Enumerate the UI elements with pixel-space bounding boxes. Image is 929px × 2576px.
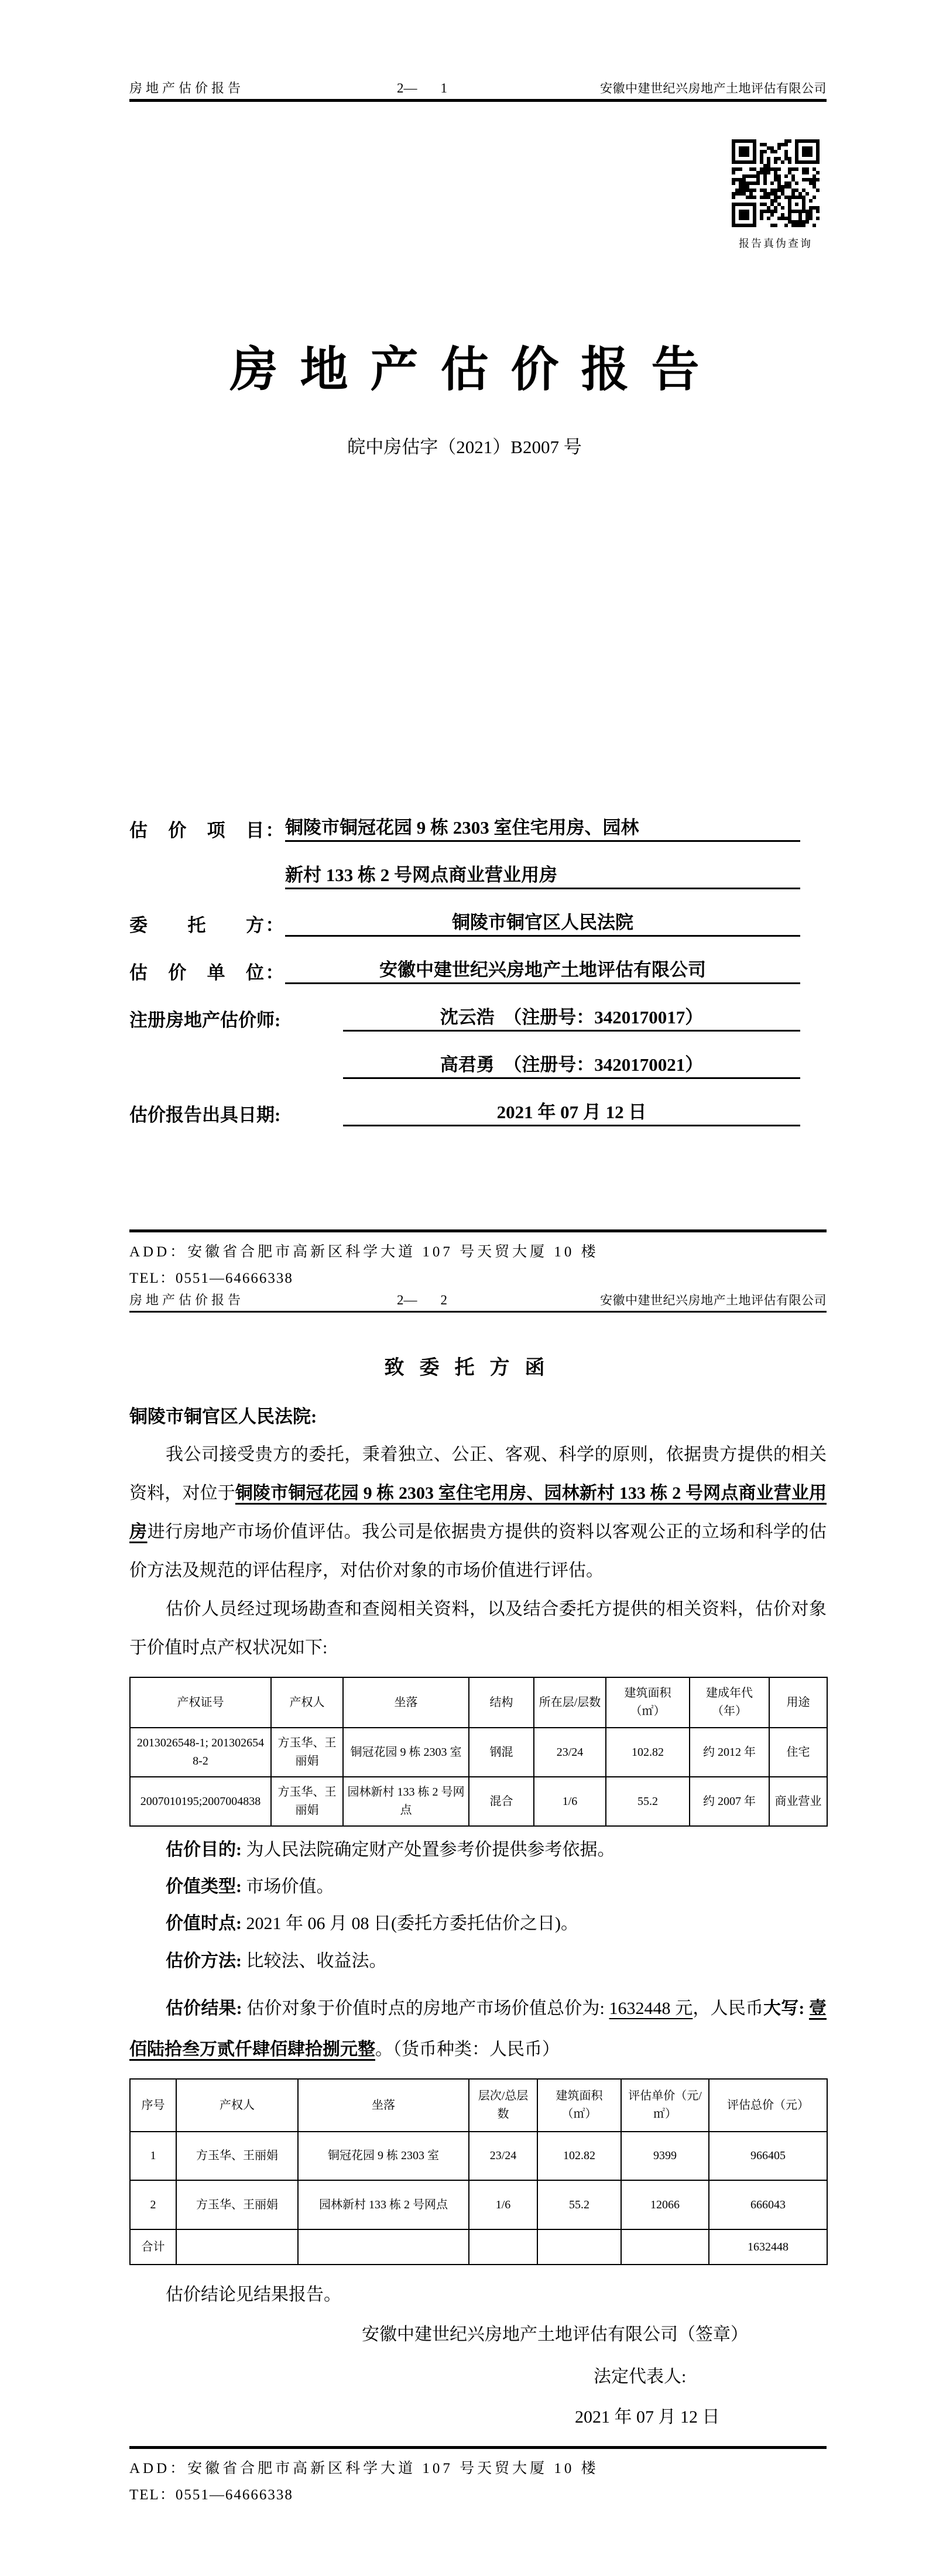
result-total-in-words: 壹佰陆拾叁万贰仟肆佰肆拾捌元整 [129, 1999, 827, 2059]
col-floor: 所在层/层数 [534, 1677, 606, 1728]
cell-empty [298, 2229, 469, 2265]
cell-area: 55.2 [606, 1777, 690, 1826]
cell-area: 55.2 [537, 2180, 621, 2229]
cell-location: 园林新村 133 栋 2 号网点 [298, 2180, 469, 2229]
ownership-table-header-row [130, 1677, 827, 1728]
page1-header-company: 安徽中建世纪兴房地产土地评估有限公司 [599, 81, 827, 96]
field-client-label: 委托方 [129, 915, 264, 936]
section-method [129, 1950, 827, 1972]
col-location: 坐落 [298, 2079, 469, 2132]
cell-index: 1 [130, 2132, 176, 2180]
page2-header-page-number: 2 [440, 1293, 447, 1307]
cell-use: 商业营业 [769, 1777, 827, 1826]
letter-title: 致委托方函 [384, 1357, 560, 1379]
cell-floor: 23/24 [534, 1728, 606, 1777]
section-method-label: 估价方法: [166, 1951, 242, 1971]
col-floor: 层次/总层数 [469, 2079, 537, 2132]
field-client [129, 889, 800, 937]
valuation-table [129, 2078, 828, 2265]
field-appraiser2-value: 高君勇 （注册号：3420170021） [343, 1054, 800, 1079]
cell-total-label: 合计 [130, 2229, 176, 2265]
cell-owner: 方玉华、王丽娟 [271, 1777, 343, 1826]
section-purpose [129, 1838, 827, 1861]
result-text-1: 估价对象于价值时点的房地产市场价值总价为: [246, 1999, 609, 2018]
field-appraiser-1 [129, 984, 800, 1032]
cell-year-built: 约 2007 年 [690, 1777, 769, 1826]
page2-footer [129, 2446, 827, 2504]
col-total-price: 评估总价（元） [709, 2079, 827, 2132]
page1-header-page-indicator [397, 81, 447, 95]
page2-footer-address: ADD：安徽省合肥市高新区科学大道 107 号天贸大厦 10 楼 [129, 2461, 599, 2476]
col-index: 序号 [130, 2079, 176, 2132]
page1-header-page-number: 1 [440, 81, 447, 95]
paragraph1-intro: 我公司接受贵方的委托，秉着独立、公正、客观、科学的原则，依据贵方提供的相关资料，对位于 [129, 1445, 827, 1503]
section-value-type-label: 价值类型: [166, 1877, 242, 1896]
closing-date: 2021 年 07 月 12 日 [575, 2407, 720, 2427]
letter-paragraph-2: 估价人员经过现场勘查和查阅相关资料，以及结合委托方提供的相关资料，估价对象于价值时点产权状况如下: [129, 1599, 827, 1657]
cell-unit-price: 9399 [621, 2132, 709, 2180]
cell-owner: 方玉华、王丽娟 [271, 1728, 343, 1777]
table-row [130, 1777, 827, 1826]
section-method-text: 比较法、收益法。 [246, 1951, 387, 1971]
cell-empty [469, 2229, 537, 2265]
paragraph1-rest: 进行房地产市场价值评估。我公司是依据贵方提供的资料以客观公正的立场和科学的估价方法及规范的评估程序，对估价对象的市场价值进行评估。 [129, 1522, 827, 1580]
cell-structure: 混合 [469, 1777, 534, 1826]
field-appraiser1-value: 沈云浩 （注册号：3420170017） [343, 1006, 800, 1032]
cell-empty [621, 2229, 709, 2265]
field-agency-value: 安徽中建世纪兴房地产土地评估有限公司 [285, 959, 800, 984]
table-row [130, 1728, 827, 1777]
col-structure: 结构 [469, 1677, 534, 1728]
table-total-row [130, 2229, 827, 2265]
page2-header [129, 1293, 827, 1313]
document-title: 房地产估价报告 [229, 343, 722, 396]
cell-certificate-no: 2007010195;2007004838 [130, 1777, 271, 1826]
col-year-built: 建成年代（年） [690, 1677, 769, 1728]
result-total-value: 1632448 元 [609, 1999, 693, 2018]
field-project-value-line1: 铜陵市铜冠花园 9 栋 2303 室住宅用房、园林 [285, 817, 800, 842]
cell-floor: 23/24 [469, 2132, 537, 2180]
field-appraiser-label: 注册房地产估价师: [129, 1010, 281, 1030]
field-agency-label: 估价单位 [129, 962, 264, 983]
field-project-line2 [129, 842, 800, 889]
qr-code-icon [732, 139, 820, 227]
cell-total-price: 666043 [709, 2180, 827, 2229]
cell-use: 住宅 [769, 1728, 827, 1777]
table-row [130, 2180, 827, 2229]
page1-header-report-name: 房地产估价报告 [129, 81, 245, 96]
page1-footer-telephone: TEL：0551—64666338 [129, 1270, 293, 1286]
col-location: 坐落 [343, 1677, 469, 1728]
cell-certificate-no: 2013026548-1; 2013026548-2 [130, 1728, 271, 1777]
document-number: 皖中房估字（2021）B2007 号 [347, 437, 582, 457]
result-text-2: ，人民币 [693, 1999, 764, 2018]
footer-divider [129, 1229, 827, 1232]
col-area: 建筑面积（㎡） [606, 1677, 690, 1728]
field-agency-colon: ： [265, 962, 284, 983]
result-caps-label: 大写: [763, 1999, 810, 2018]
cell-total-price: 966405 [709, 2132, 827, 2180]
col-certificate-no: 产权证号 [130, 1677, 271, 1728]
cell-structure: 钢混 [469, 1728, 534, 1777]
col-use: 用途 [769, 1677, 827, 1728]
cell-location: 园林新村 133 栋 2 号网点 [343, 1777, 469, 1826]
footer-divider [129, 2446, 827, 2449]
ownership-table [129, 1677, 828, 1827]
section-value-type [129, 1875, 827, 1898]
cell-grand-total: 1632448 [709, 2229, 827, 2265]
field-project-label: 估价项目 [129, 820, 264, 841]
qr-caption: 报告真伪查询 [739, 238, 813, 249]
page2-header-report-name: 房地产估价报告 [129, 1293, 245, 1308]
field-project-value-line2: 新村 133 栋 2 号网点商业营业用房 [285, 864, 800, 889]
field-project-colon: ： [265, 820, 284, 841]
section-value-date [129, 1912, 827, 1935]
page2-header-company: 安徽中建世纪兴房地产土地评估有限公司 [599, 1293, 827, 1308]
field-client-colon: ： [265, 915, 284, 936]
col-area: 建筑面积（㎡） [537, 2079, 621, 2132]
cell-unit-price: 12066 [621, 2180, 709, 2229]
field-client-value: 铜陵市铜官区人民法院 [285, 912, 800, 937]
cover-fields [129, 794, 800, 1126]
cell-area: 102.82 [537, 2132, 621, 2180]
field-appraisal-agency [129, 937, 800, 984]
valuation-table-header-row [130, 2079, 827, 2132]
cell-year-built: 约 2012 年 [690, 1728, 769, 1777]
col-owner: 产权人 [176, 2079, 298, 2132]
section-result [129, 1988, 827, 2070]
cell-area: 102.82 [606, 1728, 690, 1777]
cell-empty [176, 2229, 298, 2265]
page1-footer-address: ADD：安徽省合肥市高新区科学大道 107 号天贸大厦 10 楼 [129, 1244, 599, 1260]
page1-header [129, 81, 827, 102]
cell-owner: 方玉华、王丽娟 [176, 2132, 298, 2180]
letter-addressee: 铜陵市铜官区人民法院: [129, 1406, 317, 1427]
page2-header-page-prefix: 2— [397, 1293, 417, 1307]
closing-company-signature: 安徽中建世纪兴房地产土地评估有限公司（签章） [362, 2325, 748, 2344]
page2-header-page-indicator [397, 1293, 447, 1307]
cell-index: 2 [130, 2180, 176, 2229]
field-issue-date-value: 2021 年 07 月 12 日 [343, 1101, 800, 1126]
section-value-date-label: 价值时点: [166, 1914, 242, 1933]
cell-floor: 1/6 [534, 1777, 606, 1826]
section-purpose-label: 估价目的: [166, 1840, 242, 1859]
cell-floor: 1/6 [469, 2180, 537, 2229]
section-result-label: 估价结果: [166, 1999, 242, 2018]
closing-legal-representative: 法定代表人: [594, 2367, 687, 2386]
letter-paragraph-1 [129, 1436, 827, 1590]
col-unit-price: 评估单价（元/㎡） [621, 2079, 709, 2132]
section-value-type-text: 市场价值。 [246, 1877, 334, 1896]
field-issue-date-label: 估价报告出具日期: [129, 1105, 281, 1125]
cell-location: 铜冠花园 9 栋 2303 室 [298, 2132, 469, 2180]
page1-header-page-prefix: 2— [397, 81, 417, 95]
page1-footer [129, 1229, 827, 1287]
qr-block [732, 139, 820, 251]
cell-empty [537, 2229, 621, 2265]
field-issue-date [129, 1079, 800, 1126]
table-row [130, 2132, 827, 2180]
cell-location: 铜冠花园 9 栋 2303 室 [343, 1728, 469, 1777]
section-value-date-text: 2021 年 06 月 08 日(委托方委托估价之日)。 [246, 1914, 578, 1933]
col-owner: 产权人 [271, 1677, 343, 1728]
field-project [129, 794, 800, 842]
paragraph1-subject-property: 铜陵市铜冠花园 9 栋 2303 室住宅用房、园林新村 133 栋 2 号网点商业营业用房 [129, 1484, 827, 1542]
section-purpose-text: 为人民法院确定财产处置参考价提供参考依据。 [246, 1840, 615, 1859]
result-text-3: 。（货币种类：人民币） [375, 2040, 560, 2059]
closing-note: 估价结论见结果报告。 [166, 2285, 341, 2304]
field-appraiser-2 [129, 1032, 800, 1079]
cell-owner: 方玉华、王丽娟 [176, 2180, 298, 2229]
page2-footer-telephone: TEL：0551—64666338 [129, 2487, 293, 2503]
